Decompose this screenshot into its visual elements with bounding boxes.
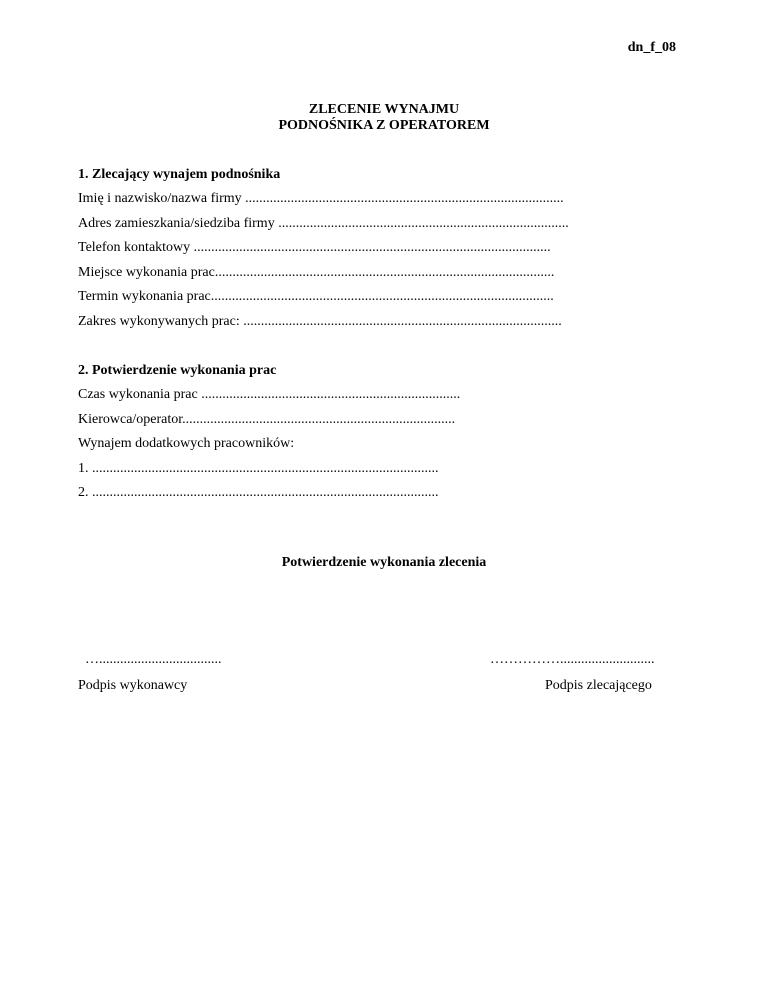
- client-signature-line: ……………...........................: [490, 652, 655, 667]
- section-heading-work-confirmation: 2. Potwierdzenie wykonania prac: [78, 363, 277, 378]
- title-line-1: ZLECENIE WYNAJMU: [308, 102, 460, 117]
- field-work-time: Czas wykonania prac ..........................................................................: [78, 387, 461, 402]
- section-heading-client: 1. Zlecający wynajem podnośnika: [78, 167, 281, 182]
- field-name: Imię i nazwisko/nazwa firmy ...........................................................................................: [78, 191, 564, 206]
- field-work-place: Miejsce wykonania prac.................................................................................................: [78, 264, 555, 280]
- field-extra-worker-2: 2. ...................................................................................................: [78, 485, 439, 500]
- document-code: dn_f_08: [627, 40, 676, 55]
- confirmation-title: Potwierdzenie wykonania zlecenia: [281, 555, 487, 570]
- contractor-signature-line: …...................................: [85, 652, 222, 667]
- field-work-scope: Zakres wykonywanych prac: ...........................................................................................: [78, 313, 562, 329]
- field-extra-workers-label: Wynajem dodatkowych pracowników:: [78, 436, 295, 451]
- field-phone: Telefon kontaktowy ......................................................................................................: [78, 240, 551, 255]
- contractor-signature-label: Podpis wykonawcy: [78, 678, 188, 693]
- document-title: [0, 102, 768, 134]
- section-client: [78, 163, 698, 334]
- section-work-confirmation: [78, 359, 698, 506]
- client-signature-label: Podpis zlecającego: [545, 678, 652, 693]
- field-driver-operator: Kierowca/operator..............................................................................: [78, 411, 456, 427]
- field-work-date: Termin wykonania prac..................................................................................................: [78, 289, 554, 304]
- field-extra-worker-1: 1. ...................................................................................................: [78, 460, 439, 476]
- field-address: Adres zamieszkania/siedziba firmy ...................................................................................: [78, 215, 569, 231]
- title-line-2: PODNOŚNIKA Z OPERATOREM: [278, 118, 490, 133]
